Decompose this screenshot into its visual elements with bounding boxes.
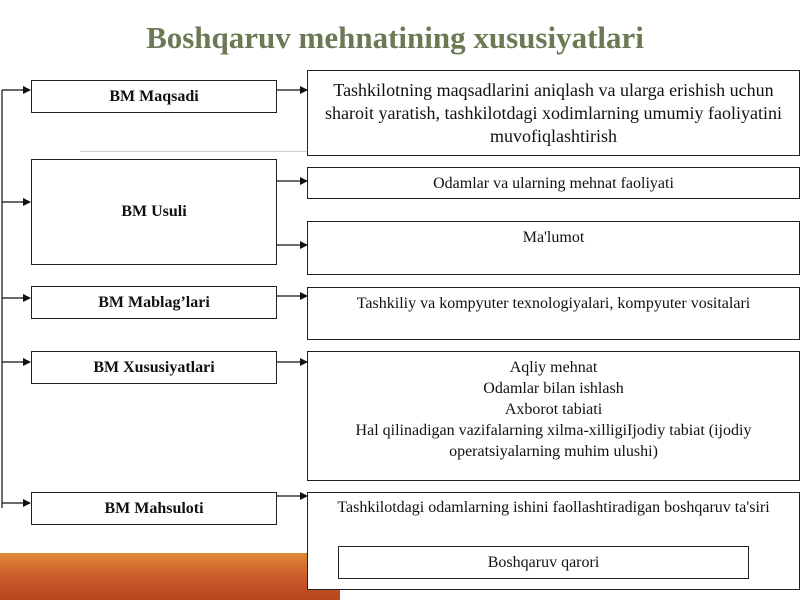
- label-box-xususiyatlari: [31, 351, 277, 384]
- label-box-usuli: [31, 159, 277, 265]
- desc-mahsuloti: Tashkilotdagi odamlarning ishini faollashtiradigan boshqaruv ta'siri: [337, 499, 770, 516]
- desc-xususiyatlari-item: Aqliy mehnat: [509, 359, 598, 376]
- label-mahsuloti: BM Mahsuloti: [104, 499, 204, 517]
- desc-maqsadi: Tashkilotning maqsadlarini aniqlash va ularga erishish uchun sharoit yaratish, tashkilotdagi xodimlarning umumiy faoliyatini muvofiqlashtirish: [325, 79, 782, 146]
- label-usuli: BM Usuli: [121, 203, 187, 220]
- desc-mablaglari: Tashkiliy va kompyuter texnologiyalari, kompyuter vositalari: [356, 295, 751, 312]
- desc-xususiyatlari-item: Hal qilinadigan vazifalarning xilma-xilligiIjodiy tabiat (ijodiy operatsiyalarning muhim ulushi): [355, 422, 752, 460]
- label-box-maqsadi: [31, 80, 277, 113]
- label-maqsadi: BM Maqsadi: [109, 87, 199, 105]
- desc-usuli-2: Ma'lumot: [522, 229, 585, 246]
- desc-box-mablaglari: [307, 287, 800, 340]
- desc-usuli-1: Odamlar va ularning mehnat faoliyati: [433, 174, 674, 192]
- desc-box-xususiyatlari: [307, 351, 800, 481]
- label-box-mahsuloti: [31, 492, 277, 525]
- desc-xususiyatlari-item: Odamlar bilan ishlash: [483, 380, 624, 397]
- divider-line: [80, 151, 310, 152]
- desc-xususiyatlari-item: Axborot tabiati: [504, 401, 603, 418]
- desc-box-usuli-2: [307, 221, 800, 275]
- desc-box-usuli-1: [307, 167, 800, 199]
- label-mablaglari: BM Mablag’lari: [98, 293, 210, 311]
- label-xususiyatlari: BM Xususiyatlari: [93, 358, 215, 376]
- desc-box-maqsadi: [307, 70, 800, 156]
- desc-xususiyatlari-list: [314, 357, 793, 462]
- sub-box-qarori-label: Boshqaruv qarori: [487, 554, 600, 571]
- sub-box-qarori: [338, 546, 749, 579]
- page-title: Boshqaruv mehnatining xususiyatlari: [146, 20, 644, 55]
- label-box-mablaglari: [31, 286, 277, 319]
